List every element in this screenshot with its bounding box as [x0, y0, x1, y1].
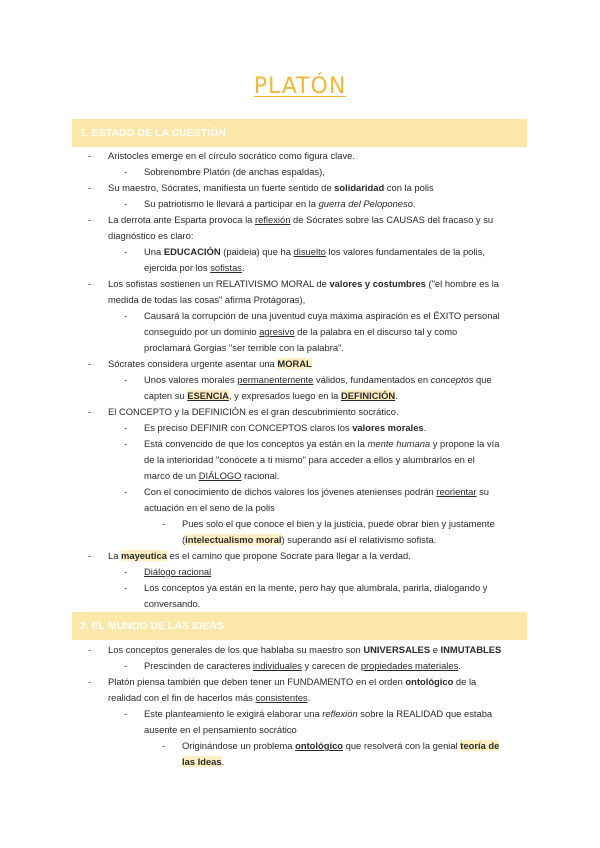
list-item: - Con el conocimiento de dichos valores los jóvenes atenienses podrán reorientar su	[124, 486, 490, 497]
list-item-continued: conversando.	[144, 598, 201, 609]
list-item: - Los sofistas sostienen un RELATIVISMO MORAL de valores y costumbres ("el hombre es la	[88, 278, 500, 289]
list-item: - Prescinden de caracteres individuales y carecen de propiedades materiales.	[124, 660, 461, 671]
list-item: - Su maestro, Sócrates, manifiesta un fuerte sentido de solidaridad con la polis	[88, 182, 434, 193]
list-item: - La mayeutica es el camino que propone Socrate para llegar a la verdad.	[88, 550, 411, 561]
list-item: - Este planteamiento le exigirá elaborar una reflexión sobre la REALIDAD que estaba	[124, 708, 493, 719]
list-item: - La derrota ante Esparta provoca la reflexión de Sócrates sobre las CAUSAS del fracaso y su	[88, 214, 494, 225]
list-item-continued: diagnóstico es claro:	[108, 230, 194, 241]
list-item: - Los conceptos ya están en la mente, pero hay que alumbrala, parirla, dialogando y	[124, 582, 488, 593]
list-item-continued: capten su ESENCIA, y expresados luego en la DEFINICIÓN.	[144, 390, 398, 401]
list-item-continued: de la interioridad "conócete a ti mismo" para acceder a ellos y alumbrarlos en el	[144, 454, 475, 465]
list-item: - Originándose un problema ontológico que resolverá con la genial teoría de	[162, 740, 500, 751]
list-item-continued: marco de un DIÁLOGO racional.	[144, 470, 280, 481]
section-heading-mundo-ideas: 2. EL MUNDO DE LAS IDEAS	[72, 612, 527, 640]
list-item: - Una EDUCACIÓN (paideia) que ha disuelto los valores fundamentales de la polis,	[124, 246, 485, 257]
list-item-continued: (intelectualismo moral) superando así el relativismo sofista.	[182, 534, 437, 545]
list-item: - Diálogo racional	[124, 566, 212, 577]
list-item-continued: las Ideas.	[182, 756, 225, 767]
section-heading-estado: 1. ESTADO DE LA CUESTIÓN	[72, 119, 527, 147]
list-item: - Unos valores morales permanentemente válidos, fundamentados en conceptos que	[124, 374, 492, 385]
list-item: - Aristocles emerge en el círculo socrático como figura clave.	[88, 150, 355, 161]
list-item-continued: actuación en el seno de la polis	[144, 502, 275, 513]
list-item-continued: realidad con el fin de hacerlos más consistentes.	[108, 692, 311, 703]
list-item-continued: ejercida por los sofistas.	[144, 262, 245, 273]
list-item: - Platón piensa también que deben tener un FUNDAMENTO en el orden ontológico de la	[88, 676, 477, 687]
list-item: - Sobrenombre Platón (de anchas espaldas),	[124, 166, 325, 177]
list-item-continued: proclamará Gorgias "ser terrible con la palabra".	[144, 342, 344, 353]
list-item-continued: ausente en el pensamiento socrático	[144, 724, 297, 735]
list-item-continued: medida de todas las cosas" afirma Protágoras),	[108, 294, 306, 305]
list-item: - El CONCEPTO y la DEFINICIÓN es el gran descubrimiento socrático.	[88, 406, 399, 417]
list-item: - Su patriotismo le llevará a participar en la guerra del Peloponeso.	[124, 198, 416, 209]
list-item: - Causará la corrupción de una juventud cuya máxima aspiración es el ÉXITO personal	[124, 310, 500, 321]
list-item: - Es preciso DEFINIR con CONCEPTOS claros los valores morales.	[124, 422, 427, 433]
list-item: - Está convencido de que los conceptos ya están en la mente humana y propone la vía	[124, 438, 500, 449]
list-item: - Sócrates considera urgente asentar una MORAL	[88, 358, 312, 369]
list-item-continued: conseguido por un dominio agresivo de la palabra en el discurso tal y como	[144, 326, 458, 337]
list-item: - Los conceptos generales de los que hablaba su maestro son UNIVERSALES e INMUTABLES	[88, 644, 502, 655]
list-item: - Pues solo el que conoce el bien y la justicia, puede obrar bien y justamente	[162, 518, 495, 529]
page-title: PLATÓN	[253, 74, 347, 99]
